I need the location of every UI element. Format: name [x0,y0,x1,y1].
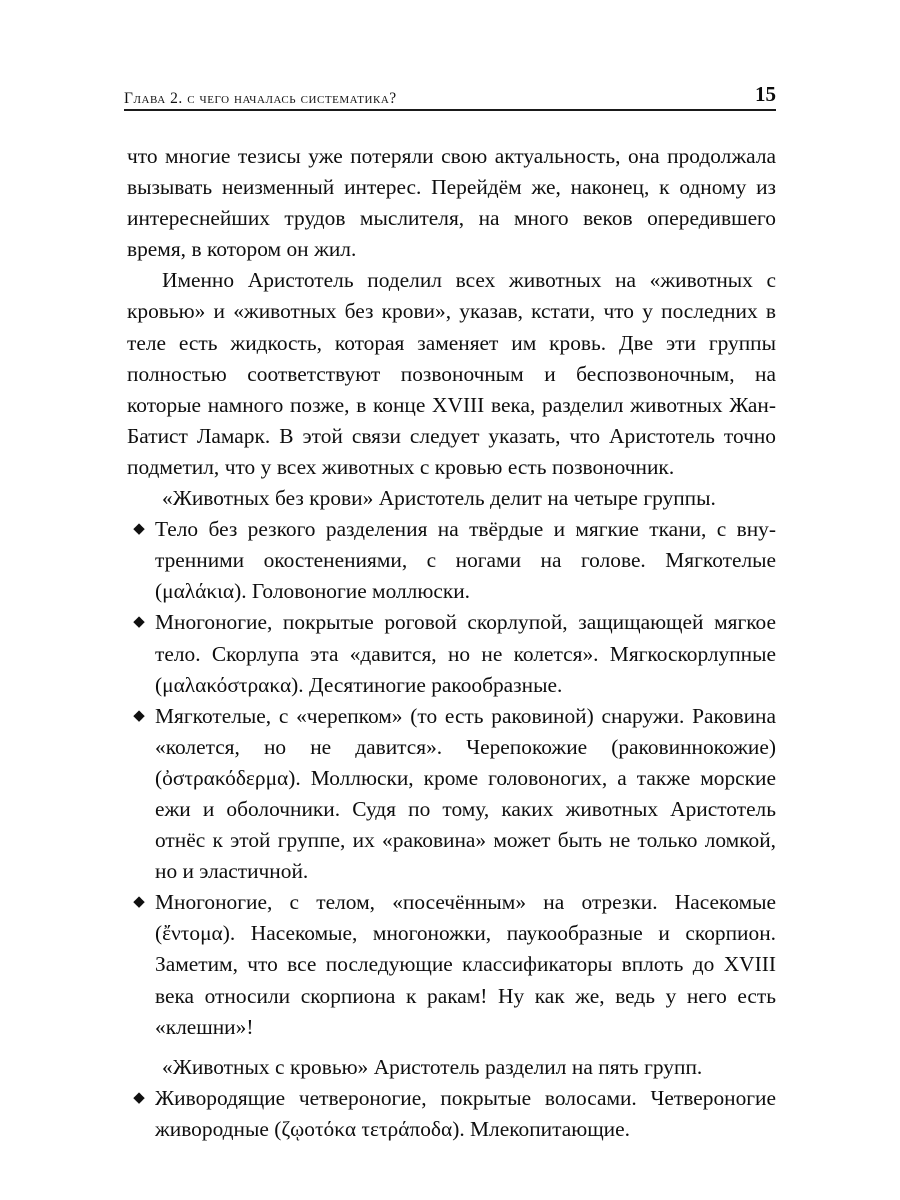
diamond-bullet-icon: ◆ [133,707,145,724]
running-head-rule [124,109,776,111]
list-item-text: Многоногие, покрытые роговой скорлупой, защищающей мягкое тело. Скорлупа эта «давится, но не колется». Мягкоскорлупные (μαλακόστρακα). Десятиногие ракообразные. [155,610,776,697]
paragraph-blooded-intro: «Животных с кровью» Аристотель разделил на пять групп. [162,1054,703,1079]
diamond-bullet-icon: ◆ [133,894,145,911]
paragraph-aristotle-division: Именно Аристотель поделил всех животных на «животных с кровью» и «животных без крови», указав, кстати, что у последних в теле есть жидкость, которая заменяет им кровь. Две эти группы полностью соответствуют позвоночным и беспозвоночным, на которые намного позже, в конце XVIII века, разделил животных Жан-Батист Ламарк. В этой связи следует указать, что Аристотель точно подметил, что у всех животных с кровью есть позвоночник. [127,268,776,479]
text-block [127,141,776,1145]
list-item [127,701,776,888]
bloodless-animals-list [127,514,776,1043]
blooded-animals-list [127,1083,776,1145]
list-item [127,514,776,607]
running-head [124,76,776,106]
diamond-bullet-icon: ◆ [133,1089,145,1106]
list-item [127,887,776,1042]
list-item-text: Тело без резкого разделения на твёрдые и мягкие ткани, с внутренними окостенениями, с ногами на голове. Мягкотелые (μαλάκια). Головоногие моллюски. [155,517,776,604]
page-number: 15 [755,82,776,106]
list-item-text: Живородящие четвероногие, покрытые волосами. Четвероногие живородные (ζῳοτόκα τετράποδα). Млекопитающие. [155,1085,776,1141]
list-item-text: Мягкотелые, с «черепком» (то есть раковиной) снаружи. Раковина «колется, но не давится». Черепокожие (раковиннокожие) (ὀστρακόδερμα). Моллюски, кроме головоногих, а также морские ежи и оболочники. Судя по тому, каких животных Аристотель отнёс к этой группе, их «раковина» может быть не только ломкой, но и эластичной. [155,703,776,884]
paragraph-bloodless-intro: «Животных без крови» Аристотель делит на четыре группы. [162,486,716,511]
list-item-text: Многоногие, с телом, «посечённым» на отрезки. Насекомые (ἔντομα). Насекомые, многоножки, паукообразные и скорпион. Заметим, что все последующие классификаторы вплоть до XVIII века относили скорпиона к ракам! Ну как же, ведь у него есть «клешни»! [155,890,776,1039]
diamond-bullet-icon: ◆ [133,614,145,631]
list-item [127,607,776,700]
section-gap [127,1043,776,1052]
list-item [127,1083,776,1145]
paragraph-continuation: что многие тезисы уже потеряли свою актуальность, она продолжала вызывать неизменный интерес. Перейдём же, наконец, к одному из интереснейших трудов мыслителя, на много веков опередившего время, в котором он жил. [127,144,776,262]
running-head-chapter-title: Глава 2. с чего началась систематика? [124,89,397,107]
diamond-bullet-icon: ◆ [133,521,145,538]
